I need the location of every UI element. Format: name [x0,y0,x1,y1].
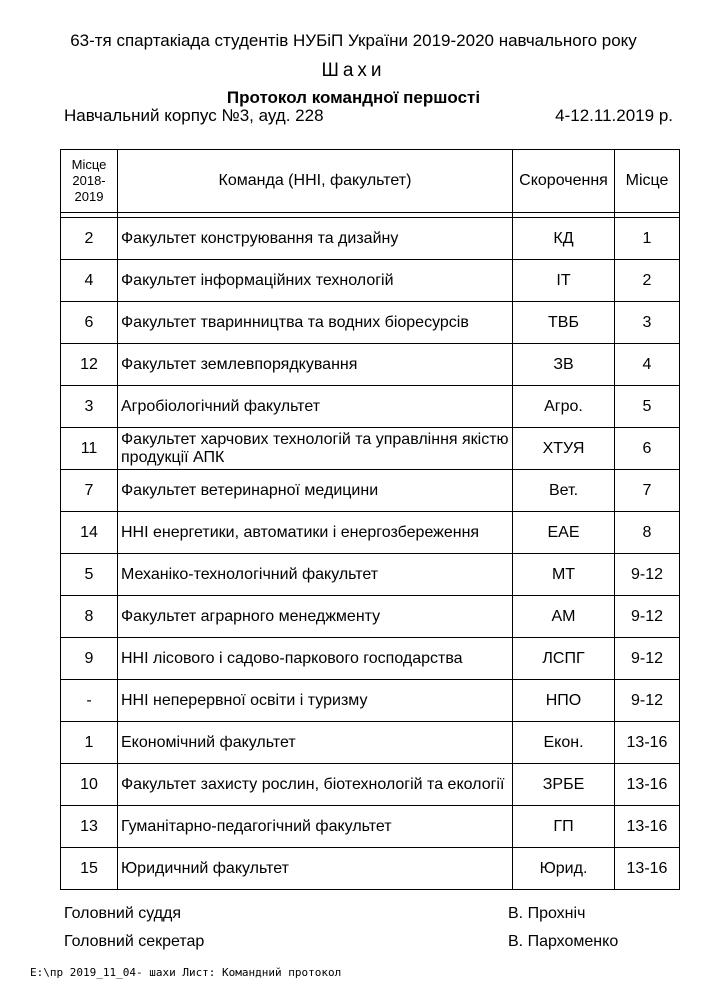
prev-place-cell: 5 [61,554,118,596]
place-cell: 1 [615,218,680,260]
place-cell: 9-12 [615,596,680,638]
abbr-cell: НПО [513,680,615,722]
team-cell: Економічний факультет [118,722,513,764]
team-cell: Юридичний факультет [118,848,513,890]
abbr-cell: ЕАЕ [513,512,615,554]
team-cell: Факультет харчових технологій та управління якістю продукції АПК [118,428,513,470]
place-cell: 13-16 [615,848,680,890]
team-cell: Гуманітарно-педагогічний факультет [118,806,513,848]
prev-place-cell: 12 [61,344,118,386]
prev-place-cell: 7 [61,470,118,512]
chief-secretary-label: Головний секретар [64,933,205,950]
dates: 4-12.11.2019 р. [555,106,673,125]
table-row [61,512,680,554]
place-cell: 7 [615,470,680,512]
abbr-cell: ІТ [513,260,615,302]
place-cell: 4 [615,344,680,386]
chief-judge-label: Головний суддя [64,905,182,922]
prev-place-cell: 6 [61,302,118,344]
team-cell: ННІ неперервної освіти і туризму [118,680,513,722]
team-cell: Факультет аграрного менеджменту [118,596,513,638]
column-header-place: Місце [615,150,680,213]
column-header-team: Команда (ННІ, факультет) [118,150,513,213]
team-cell: Факультет землевпорядкування [118,344,513,386]
abbr-cell: Агро. [513,386,615,428]
team-cell: ННІ лісового і садово-паркового господарства [118,638,513,680]
place-cell: 9-12 [615,554,680,596]
team-cell: Агробіологічний факультет [118,386,513,428]
team-cell: ННІ енергетики, автоматики і енергозбереження [118,512,513,554]
abbr-cell: Юрид. [513,848,615,890]
place-cell: 3 [615,302,680,344]
abbr-cell: Вет. [513,470,615,512]
team-cell: Факультет ветеринарної медицини [118,470,513,512]
table-row [61,638,680,680]
prev-place-cell: 10 [61,764,118,806]
abbr-cell: ХТУЯ [513,428,615,470]
table-row [61,806,680,848]
prev-place-cell: 15 [61,848,118,890]
abbr-cell: КД [513,218,615,260]
column-header-abbr: Скорочення [513,150,615,213]
table-row [61,722,680,764]
table-row [61,260,680,302]
prev-place-cell: 4 [61,260,118,302]
table-row [61,680,680,722]
table-row [61,344,680,386]
results-table [60,149,680,890]
team-cell: Факультет інформаційних технологій [118,260,513,302]
place-cell: 13-16 [615,764,680,806]
table-row [61,764,680,806]
prev-place-cell: - [61,680,118,722]
abbr-cell: ЛСПГ [513,638,615,680]
team-cell: Механіко-технологічний факультет [118,554,513,596]
prev-place-cell: 14 [61,512,118,554]
place-cell: 13-16 [615,722,680,764]
column-header-prev-place: Місце 2018- 2019 [61,150,118,213]
chief-secretary-name: В. Пархоменко [508,933,619,950]
prev-place-cell: 11 [61,428,118,470]
prev-place-cell: 8 [61,596,118,638]
file-path-footer: E:\пр 2019_11_04- шахи Лист: Командний протокол [30,966,342,979]
table-row [61,218,680,260]
place-cell: 2 [615,260,680,302]
team-cell: Факультет конструювання та дизайну [118,218,513,260]
prev-place-cell: 9 [61,638,118,680]
abbr-cell: ЗВ [513,344,615,386]
place-cell: 5 [615,386,680,428]
chief-judge-name: В. Прохніч [508,905,586,922]
document-title: 63-тя спартакіада студентів НУБіП України 2019-2020 навчального року [70,31,637,50]
sport-name: Шахи [321,60,386,81]
table-row [61,302,680,344]
table-row [61,428,680,470]
team-cell: Факультет захисту рослин, біотехнологій та екології [118,764,513,806]
place-cell: 13-16 [615,806,680,848]
prev-place-cell: 2 [61,218,118,260]
table-row [61,386,680,428]
table-row [61,848,680,890]
abbr-cell: Екон. [513,722,615,764]
team-cell: Факультет тваринництва та водних біоресурсів [118,302,513,344]
prev-place-cell: 13 [61,806,118,848]
abbr-cell: ГП [513,806,615,848]
table-row [61,470,680,512]
table-row [61,554,680,596]
place-cell: 9-12 [615,680,680,722]
abbr-cell: МТ [513,554,615,596]
abbr-cell: ЗРБЕ [513,764,615,806]
protocol-title: Протокол командної першості [226,88,481,107]
place-cell: 9-12 [615,638,680,680]
abbr-cell: ТВБ [513,302,615,344]
table-row [61,596,680,638]
abbr-cell: АМ [513,596,615,638]
venue: Навчальний корпус №3, ауд. 228 [64,106,324,125]
place-cell: 6 [615,428,680,470]
place-cell: 8 [615,512,680,554]
prev-place-cell: 3 [61,386,118,428]
prev-place-cell: 1 [61,722,118,764]
